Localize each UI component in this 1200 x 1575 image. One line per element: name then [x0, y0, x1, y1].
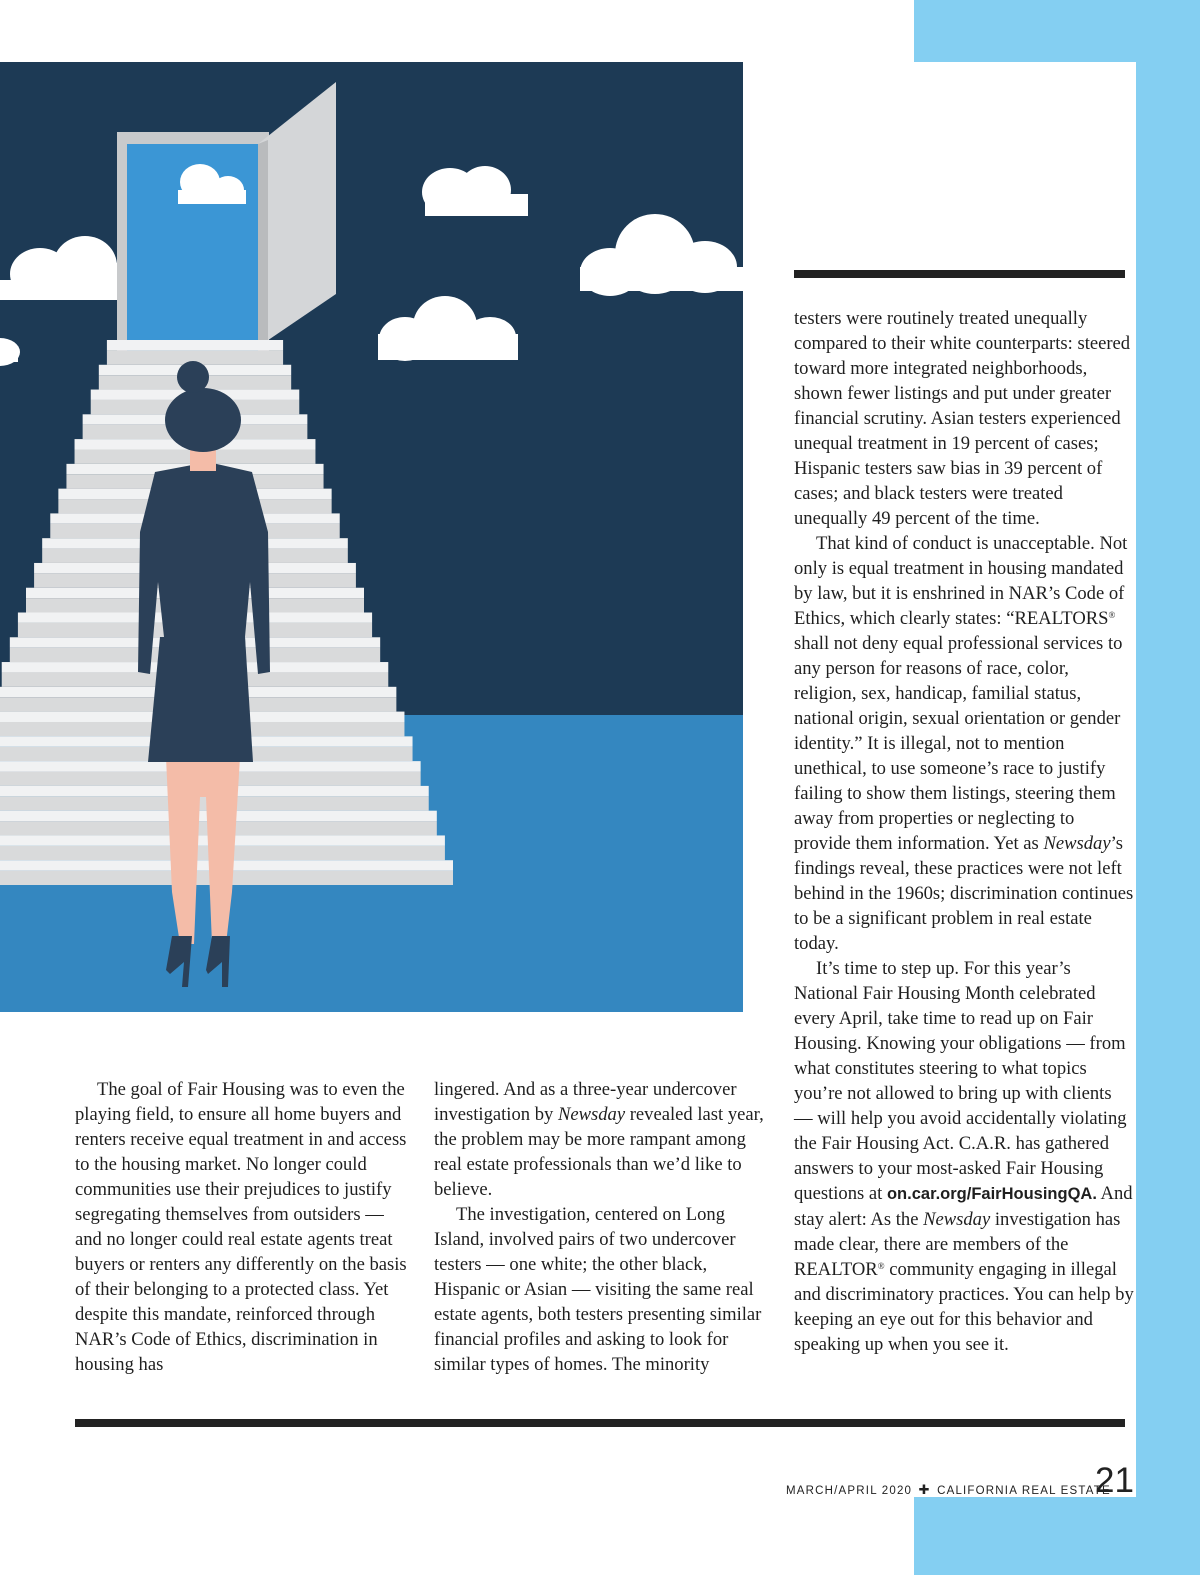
page-footer	[786, 1463, 1136, 1499]
paragraph: testers were routinely treated unequally compared to their white counterparts: steered toward more integrated neighborhoods, shown fewer listings and put under greater financial scrutiny. Asian testers experienced unequal treatment in 19 percent of cases; Hispanic testers saw bias in 39 percent of cases; and black testers were treated unequally 49 percent of the time.	[794, 308, 1131, 529]
publication-name: Newsday	[923, 1209, 991, 1230]
publication-title: CALIFORNIA REAL ESTATE	[937, 1485, 1111, 1497]
paragraph: The goal of Fair Housing was to even the playing field, to ensure all home buyers and renters receive equal treatment in and access to the housing market. No longer could communities use their prejudices to justify segregating themselves from outsiders — and no longer could real estate agents treat buyers or renters any differently on the basis of their belonging to a protected class. Yet despite this mandate, reinforced through NAR’s Code of Ethics, discrimination in housing has	[75, 1079, 407, 1375]
section-rule-bottom	[75, 1419, 1125, 1427]
article-column-1	[75, 1077, 410, 1377]
paragraph: That kind of conduct is unacceptable. Not only is equal treatment in housing mandated by law, but it is enshrined in NAR’s Code of Ethics, which clearly states: “REALTORS® shall not deny equal professional services to any person for reasons of race, color, religion, sex, handicap, familial status, national origin, sexual orientation or gender identity.” It is illegal, not to mention unethical, to use someone’s race to justify failing to show them listings, steering them away from properties or neglecting to provide them information. Yet as Newsday’s findings reveal, these practices were not left behind in the 1960s; discrimination continues to be a significant problem in real estate today.	[794, 533, 1134, 954]
stairway-illustration	[0, 62, 743, 1012]
fair-housing-qa-link[interactable]: on.car.org/FairHousingQA.	[886, 1185, 1097, 1203]
section-rule-top	[794, 270, 1125, 278]
paragraph: It’s time to step up. For this year’s National Fair Housing Month celebrated every April, take time to read up on Fair Housing. Knowing your obligations — from what constitutes steering to what topics you’re not allowed to bring up with clients — will help you avoid accidentally violating the Fair Housing Act. C.A.R. has gathered answers to your most-asked Fair Housing questions at on.car.org/FairHousingQA. And stay alert: As the Newsday investigation has made clear, there are members of the REALTOR® community engaging in illegal and discriminatory practices. You can help by keeping an eye out for this behavior and speaking up when you see it.	[794, 958, 1134, 1355]
page-number: 21	[1095, 1461, 1134, 1500]
paragraph: lingered. And as a three-year undercover investigation by Newsday revealed last year, the problem may be more rampant among real estate professionals than we’d like to believe.	[434, 1079, 764, 1200]
accent-band-right	[1136, 0, 1200, 1575]
folio	[786, 1482, 1111, 1498]
publication-name: Newsday	[557, 1104, 626, 1125]
issue-date: MARCH/APRIL 2020	[786, 1485, 913, 1497]
article-column-3	[794, 306, 1134, 1357]
accent-band-bottom	[914, 1497, 1200, 1575]
paragraph: The investigation, centered on Long Island, involved pairs of two undercover testers — one white; the other black, Hispanic or Asian — visiting the same real estate agents, both testers presenting similar financial profiles and asking to look for similar types of homes. The minority	[434, 1204, 762, 1375]
article-column-2	[434, 1077, 769, 1377]
publication-name: Newsday	[1043, 833, 1111, 854]
separator-plus-icon: ✚	[918, 1482, 931, 1497]
